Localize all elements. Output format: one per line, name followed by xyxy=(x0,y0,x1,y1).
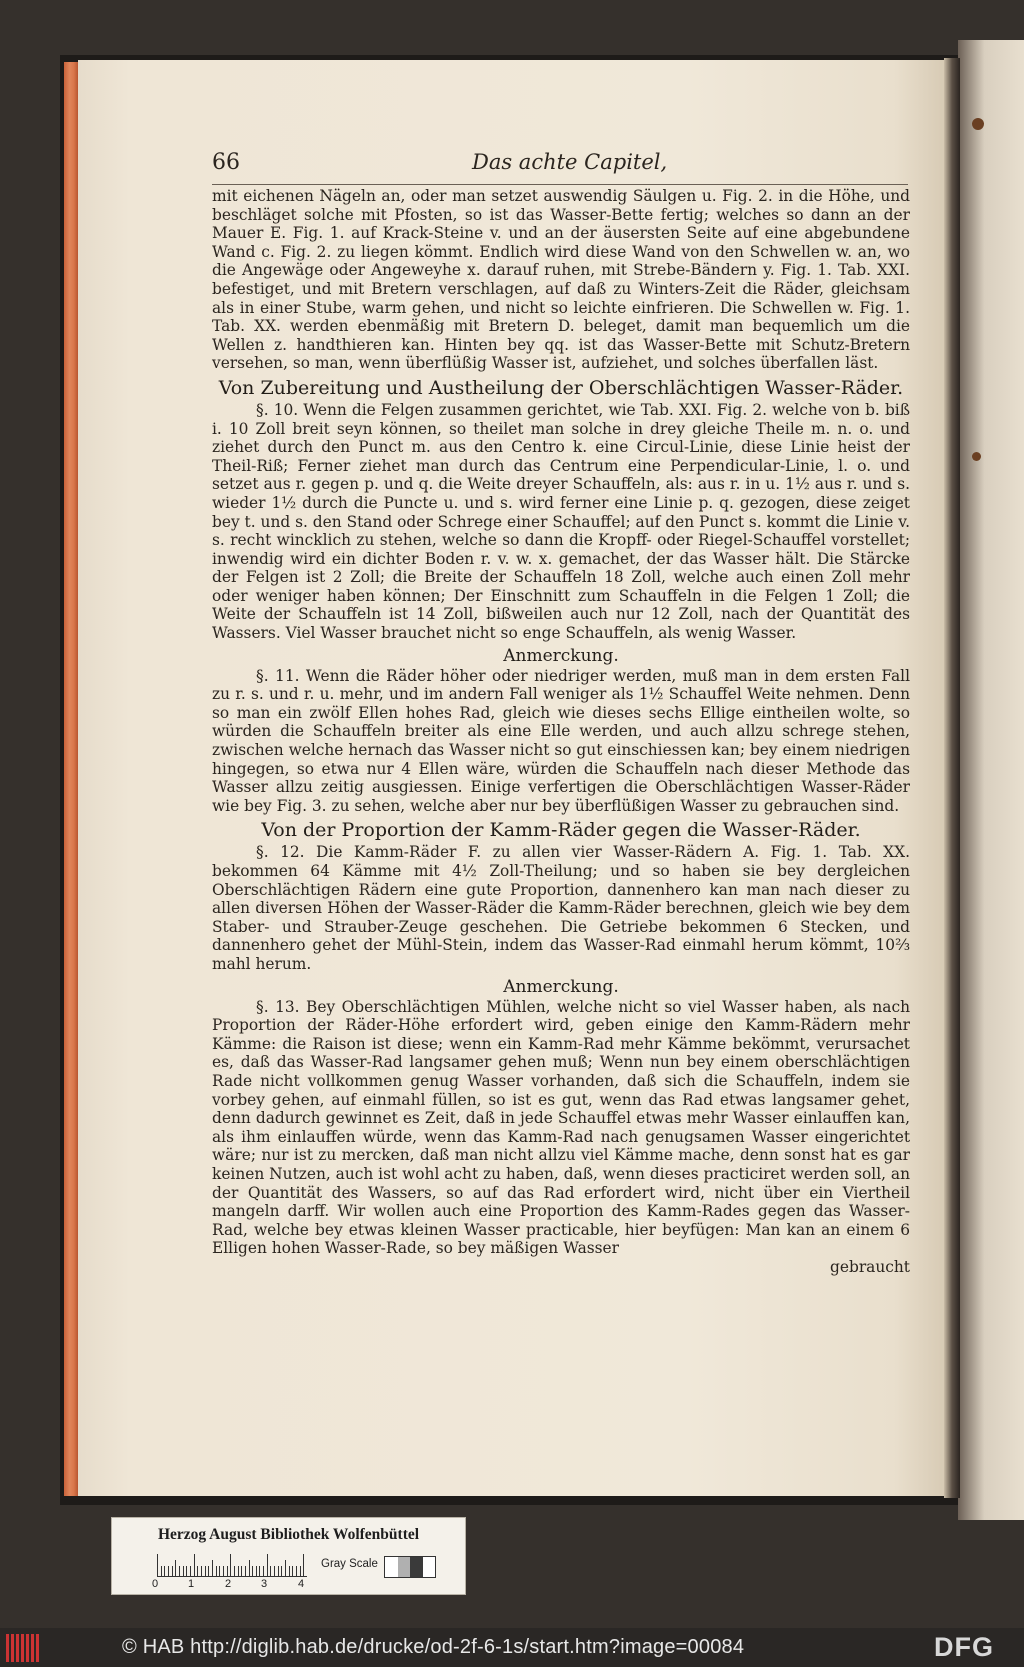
ruler-tick xyxy=(263,1566,264,1576)
ruler-tick xyxy=(186,1566,187,1576)
ruler-tick xyxy=(256,1566,257,1576)
ruler-tick xyxy=(245,1566,246,1576)
ruler-tick xyxy=(238,1566,239,1576)
ruler-tick xyxy=(164,1566,165,1576)
ruler-tick xyxy=(281,1566,282,1576)
ruler-tick xyxy=(223,1566,224,1576)
ruler-tick xyxy=(274,1566,275,1576)
library-name: Herzog August Bibliothek Wolfenbüttel xyxy=(157,1526,420,1543)
ruler-tick xyxy=(201,1566,202,1576)
section-heading: Von Zubereitung und Austheilung der Oberschlächtigen Wasser-Räder. xyxy=(218,376,904,399)
ruler-tick xyxy=(230,1554,231,1576)
gray-scale-label: Gray Scale xyxy=(321,1558,378,1570)
ruler-tick xyxy=(161,1566,162,1576)
ruler-tick xyxy=(219,1566,220,1576)
page-red-edge xyxy=(64,62,78,1496)
gray-swatch xyxy=(423,1557,436,1577)
ruler-number: 0 xyxy=(152,1578,159,1590)
ruler-tick xyxy=(179,1566,180,1576)
scale-ruler xyxy=(157,1554,307,1577)
ruler-tick xyxy=(216,1566,217,1576)
ruler-tick xyxy=(278,1566,279,1576)
section-heading: Von der Proportion der Kamm-Räder gegen die Wasser-Räder. xyxy=(261,819,861,842)
ruler-tick xyxy=(270,1566,271,1576)
source-url[interactable]: © HAB http://diglib.hab.de/drucke/od-2f-6-1s/start.htm?image=00084 xyxy=(122,1636,745,1658)
gray-scale-swatches xyxy=(384,1556,436,1578)
page-number: 66 xyxy=(212,150,240,175)
ruler-tick xyxy=(241,1566,242,1576)
ruler-tick xyxy=(175,1560,176,1576)
stain-mark xyxy=(972,452,981,461)
ruler-number: 1 xyxy=(188,1578,195,1590)
ruler-tick xyxy=(234,1566,235,1576)
ruler-tick xyxy=(194,1554,195,1576)
ruler-tick xyxy=(157,1554,158,1576)
ruler-tick xyxy=(197,1566,198,1576)
ruler-tick xyxy=(292,1566,293,1576)
running-head xyxy=(212,148,908,185)
page-text xyxy=(212,187,910,1276)
ruler-tick xyxy=(227,1566,228,1576)
ruler-tick xyxy=(252,1566,253,1576)
gray-swatch xyxy=(385,1557,398,1577)
hab-logo-icon xyxy=(6,1634,46,1662)
paragraph-intro: mit eichenen Nägeln an, oder man setzet auswendig Säulgen u. Fig. 2. in die Höhe, und beschläget solche mit Pfosten, so ist das Wasser-Bette fertig; welches so dann an der Mauer E. Fig. 1. auf Krack-Steine v. und an der äusersten Seite auf eine abgebundene Wand c. Fig. 2. zu liegen kömmt. Endlich wird diese Wand von den Schwellen w. an, wo die Angewäge oder Angeweyhe x. darauf ruhen, mit Strebe-Bändern y. Fig. 1. Tab. XXI. befestiget, und mit Bretern verschlagen, auf daß zu Winters-Zeit die Räder, gleichsam als in einer Stube, warm gehen, und nicht so leichte einfrieren. Die Schwellen w. Fig. 1. Tab. XX. werden ebenmäßig mit Bretern D. beleget, damit man bequemlich um die Wellen z. handthieren kan. Hinten bey qq. ist das Wasser-Bette mit Schutz-Bretern versehen, so man, wenn überflüßig Wasser ist, aufziehet, und solches überfallen läst. xyxy=(212,187,910,373)
stain-mark xyxy=(972,118,984,130)
ruler-tick xyxy=(212,1560,213,1576)
ruler-tick xyxy=(285,1560,286,1576)
paragraph-12: §. 12. Die Kamm-Räder F. zu allen vier Wasser-Rädern A. Fig. 1. Tab. XX. bekommen 64 Kämme mit 4½ Zoll-Theilung; und so haben sie bey dergleichen Oberschlächtigen Rädern eine gute Proportion, dannenhero kan man nach dieser zu allen diversen Höhen der Wasser-Räder die Kamm-Räder berechnen, gleich wie bey dem Staber- und Strauber-Zeuge geschehen. Die Getriebe bekommen 6 Stecken, und dannenhero gehet der Mühl-Stein, indem das Wasser-Rad einmahl herum kömmt, 10⅔ mahl herum. xyxy=(212,843,910,973)
ruler-tick xyxy=(289,1566,290,1576)
ruler-number: 4 xyxy=(298,1578,305,1590)
footer-bar xyxy=(0,1628,1024,1667)
note-heading: Anmerckung. xyxy=(503,976,619,997)
book-gutter xyxy=(944,58,960,1498)
ruler-tick xyxy=(259,1566,260,1576)
ruler-tick xyxy=(183,1566,184,1576)
ruler-tick xyxy=(300,1566,301,1576)
chapter-title: Das achte Capitel, xyxy=(472,150,668,174)
ruler-tick xyxy=(267,1554,268,1576)
ruler-tick xyxy=(190,1566,191,1576)
ruler-tick xyxy=(296,1566,297,1576)
ruler-number: 2 xyxy=(225,1578,232,1590)
paragraph-11: §. 11. Wenn die Räder höher oder niedriger werden, muß man in dem ersten Fall zu r. s. und r. u. mehr, und im andern Fall weniger als 1½ Schauffel Weite nehmen. Denn so man ein zwölf Ellen hohes Rad, gleich wie dieses sechs Ellige eintheilen wolte, so würden die Schauffeln breiter als eine Elle werden, und auch allzu schrege stehen, zwischen welche hernach das Wasser nicht so gut einschiessen kan; bey einem niedrigen hingegen, so etwa nur 4 Ellen wäre, würden die Schauffeln nach dieser Methode das Wasser allzu zeitig ausgiessen. Einige verfertigen die Oberschlächtigen Wasser-Räder wie bey Fig. 3. zu sehen, welche aber nur bey überflüßigen Wasser zu gebrauchen sind. xyxy=(212,666,910,815)
catchword: gebraucht xyxy=(830,1257,910,1276)
library-label xyxy=(111,1517,466,1595)
ruler-number: 3 xyxy=(261,1578,268,1590)
ruler-tick xyxy=(303,1554,304,1576)
paragraph-13: §. 13. Bey Oberschlächtigen Mühlen, welche nicht so viel Wasser haben, als nach Proportion der Räder-Höhe erfordert wird, geben einige den Kamm-Rädern mehr Kämme: die Raison ist diese; wenn ein Kamm-Rad mehr Kämme bekömmt, verursachet es, daß das Wasser-Rad langsamer gehen muß; Wenn nun bey einem oberschlächtigen Rade nicht vollkommen genug Wasser vorhanden, daß sich die Schauffeln, indem sie vorbey gehen, auf einmahl füllen, so ist es gut, wenn das Rad etwas langsamer gehet, denn dadurch gewinnet es Zeit, daß in jede Schauffel etwas mehr Wasser einlauffen kan, als ihm einlauffen würde, wenn das Kamm-Rad nach genugsamen Wasser eingerichtet wäre; nur ist zu mercken, daß man nicht allzu viel Kämme mache, denn sonst hat es gar keinen Nutzen, auch ist wohl acht zu haben, daß, wenn dieses practiciret werden soll, an der Quantität des Wassers, so auf das Rad erfordert wird, nicht über ein Viertheil mangeln darff. Wir wollen auch eine Proportion des Kamm-Rades gegen das Wasser-Rad, welche bey etwas kleinen Wasser practicable, hier beyfügen: Man kan an einem 6 Elligen hohen Wasser-Rade, so bey mäßigen Wasser xyxy=(212,997,910,1258)
ruler-tick xyxy=(205,1566,206,1576)
gray-swatch xyxy=(410,1557,423,1577)
ruler-tick xyxy=(249,1560,250,1576)
ruler-tick xyxy=(172,1566,173,1576)
paragraph-10: §. 10. Wenn die Felgen zusammen gerichtet, wie Tab. XXI. Fig. 2. welche von b. biß i. 10 Zoll breit seyn können, so theilet man solche in drey gleiche Theile m. n. o. und ziehet durch den Punct m. aus den Centro k. eine Circul-Linie, diese Linie heist der Theil-Riß; Ferner ziehet man durch das Centrum eine Perpendicular-Linie, l. o. und setzet aus r. gegen p. und q. die Weite dreyer Schauffeln, als: aus r. in u. 1½ aus r. und s. wieder 1½ durch die Puncte u. und s. wird ferner eine Linie p. q. gezogen, diese zeiget bey t. und s. den Stand oder Schrege einer Schauffel; auf den Punct s. kommt die Linie v. s. recht wincklich zu stehen, welche so dann die Kropff- oder Riegel-Schauffel vorstellet; inwendig wird ein dichter Boden r. v. w. x. gemachet, der das Wasser hält. Die Stärcke der Felgen ist 2 Zoll; die Breite der Schauffeln 18 Zoll, welche auch einen Zoll mehr oder weniger haben können; Der Einschnitt zum Schauffeln in die Felgen 1 Zoll; die Weite der Schauffeln ist 14 Zoll, bißweilen auch nur 12 Zoll, nach der Quantität des Wassers. Viel Wasser brauchet nicht so enge Schauffeln, als wenig Wasser. xyxy=(212,400,910,643)
gray-swatch xyxy=(398,1557,411,1577)
ruler-tick xyxy=(208,1566,209,1576)
facing-page-edge xyxy=(958,40,1024,1520)
ruler-tick xyxy=(168,1566,169,1576)
dfg-logo: DFG xyxy=(934,1632,994,1662)
note-heading: Anmerckung. xyxy=(503,645,619,666)
